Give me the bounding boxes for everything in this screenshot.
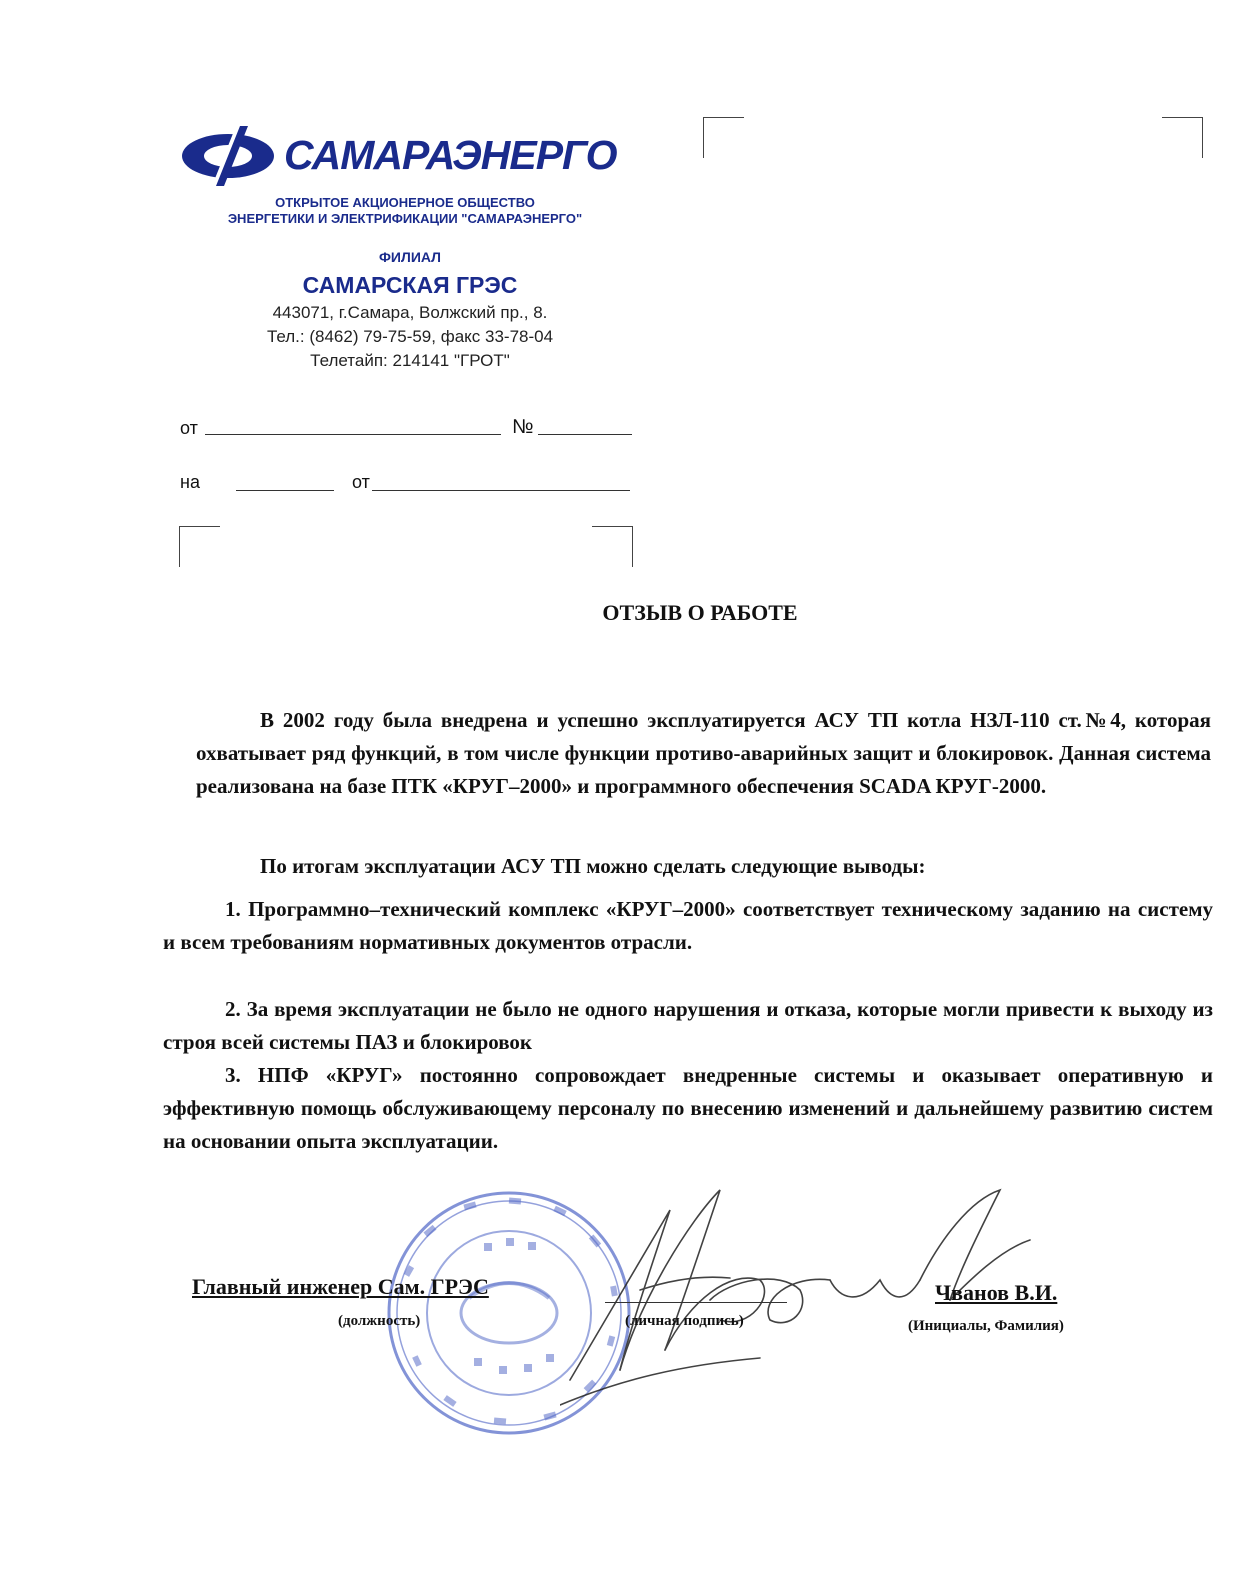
to-from-label: от bbox=[352, 472, 370, 492]
subject-corner-right bbox=[592, 526, 633, 567]
position-caption: (должность) bbox=[338, 1313, 421, 1329]
to-number-line bbox=[236, 490, 334, 491]
branch-name: САМАРСКАЯ ГРЭС bbox=[302, 272, 518, 298]
signatory-name: Чванов В.И. bbox=[935, 1280, 1058, 1305]
address-corner-top-right bbox=[1162, 117, 1203, 158]
org-line-1: ОТКРЫТОЕ АКЦИОНЕРНОЕ ОБЩЕСТВО bbox=[275, 195, 535, 210]
list-item-text: НПФ «КРУГ» постоянно сопровождает внедренные системы и оказывает оперативную и эффективную помощь обслуживающему персоналу по внесению изменений и дальнейшему развитию систем на основании опыта эксплуатации. bbox=[163, 1063, 1213, 1153]
org-line-2: ЭНЕРГЕТИКИ И ЭЛЕКТРИФИКАЦИИ "САМАРАЭНЕРГО" bbox=[227, 211, 583, 226]
name-caption: (Инициалы, Фамилия) bbox=[908, 1318, 1064, 1334]
teletype: Телетайп: 214141 "ГРОТ" bbox=[310, 351, 510, 370]
list-item-number: 3. bbox=[225, 1063, 241, 1087]
list-item bbox=[163, 1059, 1213, 1158]
company-logo bbox=[178, 126, 628, 186]
address-corner-top-left bbox=[703, 117, 744, 158]
subject-corner-left bbox=[179, 526, 220, 567]
from-date-line bbox=[205, 434, 501, 435]
list-item bbox=[163, 993, 1213, 1059]
phone: Тел.: (8462) 79-75-59, факс 33-78-04 bbox=[266, 327, 554, 346]
to-label: на bbox=[180, 472, 200, 492]
list-item-text: За время эксплуатации не было не одного нарушения и отказа, которые могли привести к выходу из строя всей системы ПАЗ и блокировок bbox=[163, 997, 1213, 1054]
signature-caption: (личная подпись) bbox=[625, 1313, 744, 1329]
paragraph-1: В 2002 году была внедрена и успешно эксплуатируется АСУ ТП котла НЗЛ-110 ст.№4, которая охватывает ряд функций, в том числе функции противо-аварийных защит и блокировок. Данная система реализована на базе ПТК «КРУГ–2000» и программного обеспечения SCADA КРУГ-2000. bbox=[196, 708, 1211, 798]
document-title: ОТЗЫВ О РАБОТЕ bbox=[602, 600, 798, 625]
list-item bbox=[163, 893, 1213, 959]
number-line bbox=[538, 434, 632, 435]
list-item-text: Программно–технический комплекс «КРУГ–2000» соответствует техническому заданию на систему и всем требованиям нормативных документов отрасли. bbox=[163, 897, 1214, 954]
to-date-line bbox=[372, 490, 630, 491]
logo-emblem-icon bbox=[178, 126, 278, 186]
number-label: № bbox=[512, 416, 534, 438]
branch-label: ФИЛИАЛ bbox=[378, 249, 441, 265]
list-item-number: 1. bbox=[225, 897, 241, 921]
paragraph-2: По итогам эксплуатации АСУ ТП можно сделать следующие выводы: bbox=[260, 854, 926, 878]
address: 443071, г.Самара, Волжский пр., 8. bbox=[272, 303, 548, 322]
list-item-number: 2. bbox=[225, 997, 241, 1021]
signatory-position: Главный инженер Сам. ГРЭС bbox=[192, 1274, 489, 1299]
from-label: от bbox=[180, 418, 198, 438]
logo-text: САМАРАЭНЕРГО bbox=[284, 132, 617, 178]
signature-line bbox=[605, 1302, 787, 1303]
